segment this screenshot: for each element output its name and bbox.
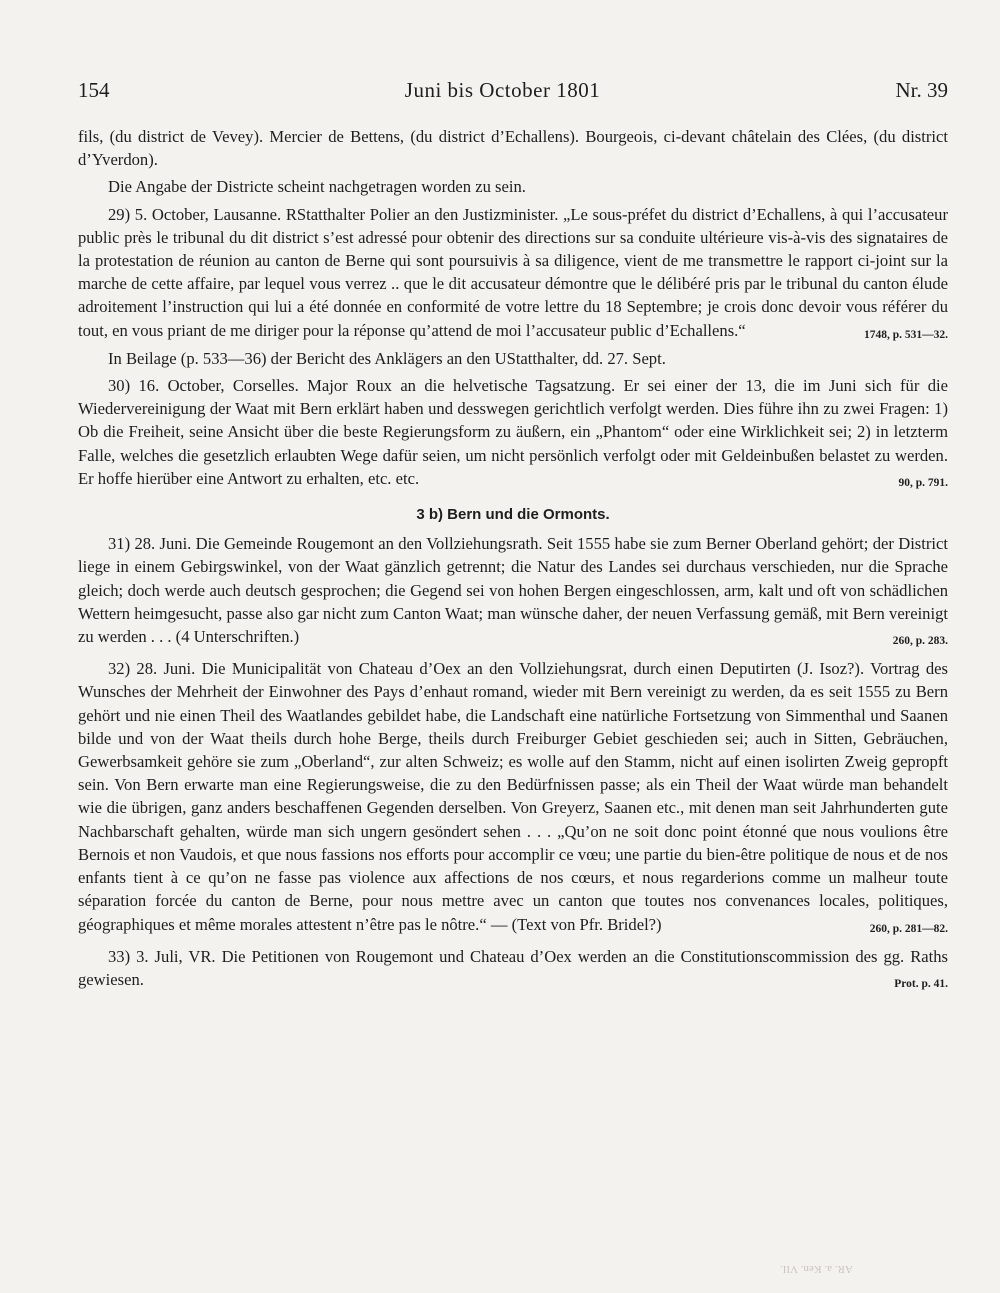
- source-reference: 90, p. 791.: [898, 476, 948, 489]
- paragraph-text: Die Angabe der Districte scheint nachgetragen worden zu sein.: [108, 177, 526, 197]
- paragraph-text: 29) 5. October, Lausanne. RStatthalter Polier an den Justizminister. „Le sous-préfet du district d’Echallens, à qui l’accusateur public près le tribunal du dit district s’est adressé pour obtenir des directions sur sa conduite ultérieure vis-à-vis des signataires de la protestation de réunion au canton de Berne qui sont poursuivis à sa diligence, vient de me transmettre le rapport ci-joint sur la marche de cette affaire, par lequel vous verrez .. que le dit accusateur démontre que le délibéré pris par le tribunal du canton élude adroitement l’instruction qui lui a été donnée en conformité de votre lettre du 18 Septembre; je crois donc devoir vous référer du tout, en vous priant de me diriger pour la réponse qu’attend de moi l’accusateur public d’Echallens.“: [78, 204, 948, 340]
- source-reference: 260, p. 281—82.: [869, 922, 948, 935]
- paragraph-text: 31) 28. Juni. Die Gemeinde Rougemont an den Vollziehungsrath. Seit 1555 habe sie zum Berner Oberland gehört; der District liege in einem Gebirgswinkel, von der Waat gänzlich getrennt; die Natur des Landes sei durchaus verschieden, nur die Sprache gleich; doch werde auch deutsch gesprochen; die Gegend sei von hohen Bergen eingeschlossen, arm, kalt und oft von schädlichen Wettern heimgesucht, passe also gar nicht zum Canton Waat; man wünsche daher, der neuen Verfassung gemäß, mit Bern vereinigt zu werden . . . (4 Unterschriften.): [78, 534, 948, 647]
- paragraph-text: 30) 16. October, Corselles. Major Roux an die helvetische Tagsatzung. Er sei einer der 13, die im Juni sich für die Wiedervereinigung der Waat mit Bern erklärt haben und desswegen gerichtlich verfolgt werden. Dies führe ihn zu zwei Fragen: 1) Ob die Freiheit, seine Ansicht über die beste Regierungsform zu äußern, ein „Phantom“ oder eine Wirklichkeit sei; 2) in letzterm Falle, welches die gesetzlich erlaubten Wege dafür seien, um nicht persönlich verfolgt oder mit Geldeinbußen belastet zu werden. Er hoffe hierüber eine Antwort zu erhalten, etc. etc.: [78, 376, 948, 488]
- paragraph-text: In Beilage (p. 533—36) der Bericht des Anklägers an den UStatthalter, dd. 27. Sept.: [108, 348, 666, 368]
- bleed-through-watermark: AR. a. Ken. VII.: [780, 1263, 853, 1275]
- paragraph: [78, 374, 948, 490]
- source-reference: Prot. p. 41.: [894, 977, 948, 990]
- paragraph: [78, 945, 948, 991]
- body-text: [78, 125, 948, 996]
- paragraph: [78, 347, 948, 370]
- paragraph: [78, 125, 948, 171]
- page-header: [78, 78, 948, 103]
- section-heading: 3 b) Bern und die Ormonts.: [416, 506, 610, 524]
- paragraph: [78, 203, 948, 342]
- paragraph-text: 33) 3. Juli, VR. Die Petitionen von Rougemont und Chateau d’Oex werden an die Constitutionscommission des gg. Raths gewiesen.: [78, 946, 948, 989]
- paragraph-text: fils, (du district de Vevey). Mercier de Bettens, (du district d’Echallens). Bourgeois, ci-devant châtelain des Clées, (du district d’Yverdon).: [78, 127, 948, 170]
- source-reference: 1748, p. 531—32.: [863, 328, 948, 341]
- paragraph: [78, 175, 948, 198]
- source-reference: 260, p. 283.: [892, 635, 948, 648]
- paragraph-text: 32) 28. Juni. Die Municipalität von Chateau d’Oex an den Vollziehungsrat, durch einen Deputirten (J. Isoz?). Vortrag des Wunsches der Mehrheit der Einwohner des Pays d’enhaut romand, wieder mit Bern vereinigt zu werden, da es seit 1555 zu Bern gehört und nie einen Theil des Waatlandes gebildet habe, die Landschaft eine natürliche Fortsetzung von Simmenthal und Saanen bilde und von der Waat theils durch hohe Berge, theils durch Freiburger Gebiet geschieden sei; auch in Sitten, Gebräuchen, Gewerbsamkeit gehöre sie zum „Oberland“, zur alten Schweiz; es wolle auf den Stamm, nicht auf einen isolirten Zweig gepropft sein. Von Bern erwarte man eine Regierungsweise, die zu den Bedürfnissen passe; als ein Theil der Waat würde man behandelt wie die übrigen, ganz anders beschaffenen Gegenden derselben. Von Greyerz, Saanen etc., mit denen man seit Jahrhunderten gute Nachbarschaft gehalten, würde man sich ungern gesöndert sehen . . . „Qu’on ne soit donc point étonné que nous voulions être Bernois et non Vaudois, et que nous fassions nos efforts pour accomplir ce vœu; une partie du bien-être politique de nous et de nos enfants tient à ce qu’on ne fasse pas violence aux affections de nos cœurs, et nous regarderions comme un malheur toute séparation forcée du canton de Berne, pour nous mettre avec un canton que toutes nos convenances locales, politiques, géographiques et même morales attestent n’être pas le nôtre.“ — (Text von Pfr. Bridel?): [78, 659, 948, 934]
- paragraph: [78, 532, 948, 648]
- page-number: 154: [78, 78, 110, 102]
- running-title: Juni bis October 1801: [404, 78, 601, 102]
- document-number: Nr. 39: [895, 78, 948, 102]
- paragraph: [78, 657, 948, 935]
